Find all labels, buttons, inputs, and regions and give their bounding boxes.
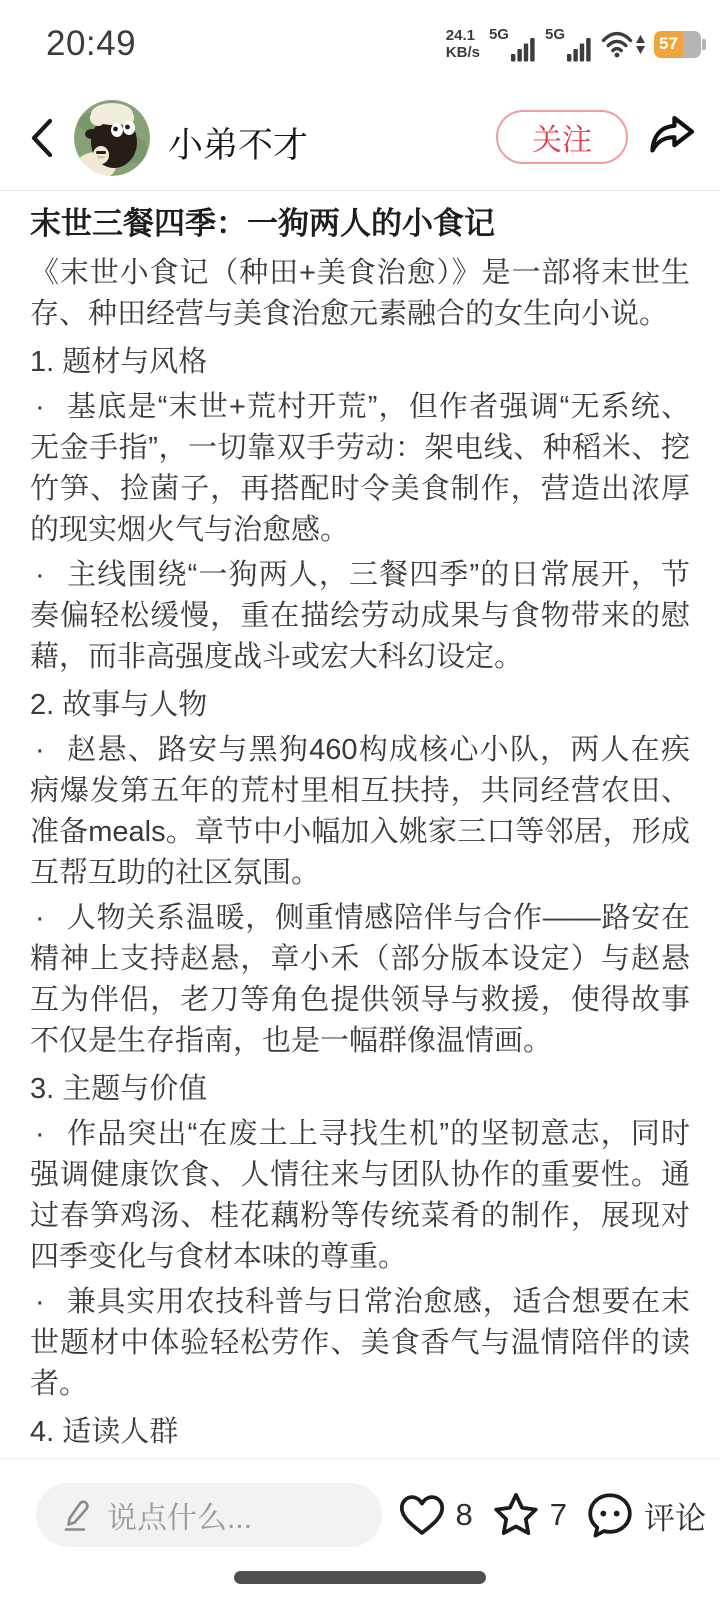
signal-sim2: 5G: [545, 27, 592, 62]
favorite-button[interactable]: [491, 1491, 567, 1539]
like-button[interactable]: [397, 1492, 473, 1538]
comment-placeholder: 说点什么...: [107, 1502, 253, 1535]
bullet-paragraph: [30, 898, 690, 1062]
bullet-marker: ·: [35, 391, 45, 423]
network-speed-value: 24.1: [445, 27, 475, 44]
bullet-text: 人物关系温暖，侧重情感陪伴与合作——路安在精神上支持赵悬，章小禾（部分版本设定）与赵悬互为伴侣，老刀等角色提供领导与救援，使得故事不仅是生存指南，也是一幅群像温情画。: [30, 902, 690, 1057]
avatar[interactable]: [74, 100, 150, 176]
bullet-text: 基底是“末世+荒村开荒”，但作者强调“无系统、无金手指”，一切靠双手劳动：架电线、种稻米、挖竹笋、捡菌子，再搭配时令美食制作，营造出浓厚的现实烟火气与治愈感。: [30, 391, 690, 546]
bullet-marker: ·: [35, 734, 45, 766]
share-button[interactable]: [646, 110, 698, 162]
battery-remainder: [683, 31, 701, 58]
bullet-paragraph: [30, 555, 690, 678]
paragraph: 《末世小食记（种田+美食治愈）》是一部将末世生存、种田经营与美食治愈元素融合的女生向小说。: [30, 257, 690, 330]
article-content: [0, 191, 720, 1458]
like-count: 8: [455, 1497, 473, 1532]
status-bar: [0, 0, 720, 86]
comment-bubble-icon: [585, 1491, 635, 1539]
heart-icon: [397, 1492, 447, 1538]
bullet-marker: ·: [35, 1118, 45, 1150]
section-heading: 2. 故事与人物: [30, 689, 208, 721]
author-username[interactable]: 小弟不才: [168, 126, 309, 165]
star-icon: [491, 1491, 541, 1539]
home-indicator[interactable]: [234, 1571, 486, 1584]
bullet-paragraph: [30, 387, 690, 551]
pencil-icon: [62, 1498, 92, 1532]
header: [0, 86, 720, 191]
bullet-text: 赵悬、路安与黑狗460构成核心小队，两人在疾病爆发第五年的荒村里相互扶持，共同经营农田、准备meals。章节中小幅加入姚家三口等邻居，形成互帮互助的社区氛围。: [30, 734, 690, 889]
battery-percent: 57: [654, 31, 683, 58]
favorite-count: 7: [549, 1497, 567, 1532]
bullet-text: 作品突出“在废土上寻找生机”的坚韧意志，同时强调健康饮食、人情往来与团队协作的重要性。通过春笋鸡汤、桂花藕粉等传统菜肴的制作，展现对四季变化与食材本味的尊重。: [30, 1118, 690, 1273]
share-arrow-icon: [646, 110, 698, 162]
section-heading: 3. 主题与价值: [30, 1073, 208, 1105]
bullet-text: 兼具实用农技科普与日常治愈感，适合想要在末世题材中体验轻松劳作、美食香气与温情陪伴的读者。: [30, 1286, 690, 1400]
bullet-marker: ·: [35, 1286, 45, 1318]
bullet-marker: ·: [35, 559, 45, 591]
wifi-icon: [601, 31, 645, 58]
section-heading: 1. 题材与风格: [30, 346, 208, 378]
bullet-text: 主线围绕“一狗两人，三餐四季”的日常展开，节奏偏轻松缓慢，重在描绘劳动成果与食物带来的慰藉，而非高强度战斗或宏大科幻设定。: [30, 559, 690, 673]
bullet-paragraph: [30, 1282, 690, 1405]
clock: 20:49: [46, 24, 137, 63]
article-title: 末世三餐四季：一狗两人的小食记: [30, 206, 495, 241]
comment-input[interactable]: [36, 1483, 382, 1547]
network-speed: [446, 27, 480, 61]
status-icons: [446, 18, 706, 70]
signal-bars-icon: [511, 36, 536, 62]
sheep-avatar-icon: [74, 100, 150, 176]
battery-icon: [654, 31, 706, 58]
bullet-paragraph: [30, 730, 690, 894]
bullet-marker: ·: [35, 902, 45, 934]
comment-button-label: 评论: [644, 1500, 706, 1536]
back-button[interactable]: [26, 116, 56, 160]
back-chevron-icon: [26, 116, 56, 160]
signal-bars-icon: [567, 36, 592, 62]
article-body: [30, 253, 690, 1458]
network-speed-unit: KB/s: [445, 44, 480, 61]
signal-sim1: 5G: [489, 27, 536, 62]
follow-button-label: 关注: [532, 124, 592, 157]
follow-button[interactable]: [496, 110, 628, 164]
comment-button[interactable]: [585, 1491, 706, 1539]
battery-nub: [702, 39, 706, 50]
section-heading: 4. 适读人群: [30, 1416, 179, 1448]
bullet-paragraph: [30, 1114, 690, 1278]
data-arrows-icon: [636, 35, 645, 54]
actions-group: [389, 1483, 707, 1547]
